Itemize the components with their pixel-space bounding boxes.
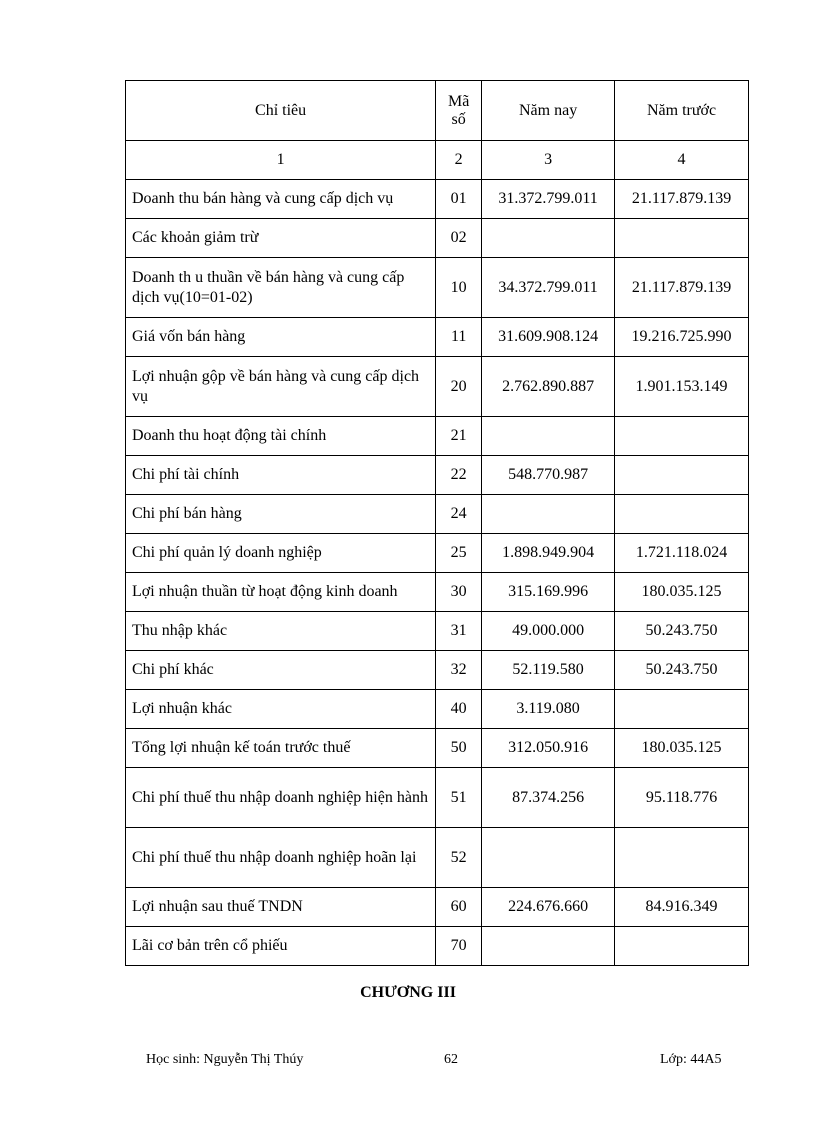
row-indicator-name: Doanh th u thuần về bán hàng và cung cấp dịch vụ(10=01-02) (126, 258, 436, 318)
table-row (126, 690, 749, 729)
row-indicator-name: Lãi cơ bản trên cổ phiếu (126, 927, 436, 966)
row-last-year-value (615, 927, 749, 966)
row-indicator-name: Tổng lợi nhuận kế toán trước thuế (126, 729, 436, 768)
row-code: 21 (436, 417, 482, 456)
table-row (126, 768, 749, 828)
row-this-year-value (482, 219, 615, 258)
table-row (126, 573, 749, 612)
row-code: 25 (436, 534, 482, 573)
row-code: 24 (436, 495, 482, 534)
row-last-year-value: 21.117.879.139 (615, 258, 749, 318)
row-indicator-name: Lợi nhuận sau thuế TNDN (126, 888, 436, 927)
row-this-year-value: 2.762.890.887 (482, 357, 615, 417)
row-last-year-value: 1.901.153.149 (615, 357, 749, 417)
row-code: 10 (436, 258, 482, 318)
table-row (126, 180, 749, 219)
row-code: 30 (436, 573, 482, 612)
row-this-year-value: 49.000.000 (482, 612, 615, 651)
income-statement-table (125, 80, 749, 966)
row-indicator-name: Các khoản giảm trừ (126, 219, 436, 258)
header-indicator: Chỉ tiêu (126, 81, 436, 141)
row-last-year-value: 180.035.125 (615, 729, 749, 768)
row-this-year-value (482, 828, 615, 888)
row-last-year-value (615, 219, 749, 258)
table-row (126, 357, 749, 417)
row-indicator-name: Chi phí tài chính (126, 456, 436, 495)
column-number-3: 3 (482, 141, 615, 180)
table-row (126, 828, 749, 888)
row-this-year-value: 315.169.996 (482, 573, 615, 612)
row-this-year-value (482, 417, 615, 456)
row-code: 32 (436, 651, 482, 690)
table-row (126, 417, 749, 456)
header-code: Mã số (436, 81, 482, 141)
table-row (126, 534, 749, 573)
footer-page-number: 62 (444, 1052, 458, 1067)
row-this-year-value: 87.374.256 (482, 768, 615, 828)
footer-class: Lớp: 44A5 (660, 1052, 722, 1067)
table-row (126, 729, 749, 768)
row-indicator-name: Chi phí khác (126, 651, 436, 690)
row-indicator-name: Lợi nhuận khác (126, 690, 436, 729)
header-row (126, 81, 749, 141)
row-this-year-value: 224.676.660 (482, 888, 615, 927)
row-last-year-value: 21.117.879.139 (615, 180, 749, 219)
row-indicator-name: Lợi nhuận thuần từ hoạt động kinh doanh (126, 573, 436, 612)
row-last-year-value (615, 828, 749, 888)
row-indicator-name: Doanh thu hoạt động tài chính (126, 417, 436, 456)
row-code: 70 (436, 927, 482, 966)
row-code: 20 (436, 357, 482, 417)
row-last-year-value (615, 690, 749, 729)
chapter-heading: CHƯƠNG III (360, 984, 456, 1001)
row-last-year-value: 50.243.750 (615, 612, 749, 651)
row-last-year-value: 84.916.349 (615, 888, 749, 927)
row-code: 02 (436, 219, 482, 258)
table-row (126, 258, 749, 318)
row-last-year-value: 95.118.776 (615, 768, 749, 828)
row-this-year-value: 31.609.908.124 (482, 318, 615, 357)
row-indicator-name: Lợi nhuận gộp về bán hàng và cung cấp dịch vụ (126, 357, 436, 417)
table-row (126, 888, 749, 927)
table-row (126, 318, 749, 357)
table-row (126, 219, 749, 258)
row-last-year-value: 50.243.750 (615, 651, 749, 690)
column-number-4: 4 (615, 141, 749, 180)
row-indicator-name: Thu nhập khác (126, 612, 436, 651)
table-row (126, 651, 749, 690)
row-last-year-value: 19.216.725.990 (615, 318, 749, 357)
row-this-year-value: 3.119.080 (482, 690, 615, 729)
row-this-year-value (482, 927, 615, 966)
row-indicator-name: Chi phí thuế thu nhập doanh nghiệp hoãn lại (126, 828, 436, 888)
row-code: 01 (436, 180, 482, 219)
row-this-year-value (482, 495, 615, 534)
footer-student: Học sinh: Nguyễn Thị Thúy (146, 1052, 304, 1067)
row-this-year-value: 312.050.916 (482, 729, 615, 768)
row-indicator-name: Giá vốn bán hàng (126, 318, 436, 357)
row-indicator-name: Doanh thu bán hàng và cung cấp dịch vụ (126, 180, 436, 219)
column-number-1: 1 (126, 141, 436, 180)
table-row (126, 927, 749, 966)
row-last-year-value (615, 495, 749, 534)
row-this-year-value: 548.770.987 (482, 456, 615, 495)
row-code: 40 (436, 690, 482, 729)
row-this-year-value: 1.898.949.904 (482, 534, 615, 573)
row-code: 51 (436, 768, 482, 828)
column-number-2: 2 (436, 141, 482, 180)
row-code: 22 (436, 456, 482, 495)
row-code: 50 (436, 729, 482, 768)
column-number-row (126, 141, 749, 180)
table-row (126, 612, 749, 651)
row-code: 52 (436, 828, 482, 888)
row-indicator-name: Chi phí bán hàng (126, 495, 436, 534)
table-body (126, 180, 749, 966)
table-row (126, 495, 749, 534)
table-row (126, 456, 749, 495)
row-last-year-value (615, 417, 749, 456)
row-code: 11 (436, 318, 482, 357)
header-last-year: Năm trước (615, 81, 749, 141)
row-this-year-value: 52.119.580 (482, 651, 615, 690)
row-last-year-value: 180.035.125 (615, 573, 749, 612)
row-code: 60 (436, 888, 482, 927)
row-code: 31 (436, 612, 482, 651)
header-this-year: Năm nay (482, 81, 615, 141)
row-last-year-value: 1.721.118.024 (615, 534, 749, 573)
row-indicator-name: Chi phí quản lý doanh nghiệp (126, 534, 436, 573)
row-this-year-value: 31.372.799.011 (482, 180, 615, 219)
row-this-year-value: 34.372.799.011 (482, 258, 615, 318)
row-last-year-value (615, 456, 749, 495)
row-indicator-name: Chi phí thuế thu nhập doanh nghiệp hiện hành (126, 768, 436, 828)
